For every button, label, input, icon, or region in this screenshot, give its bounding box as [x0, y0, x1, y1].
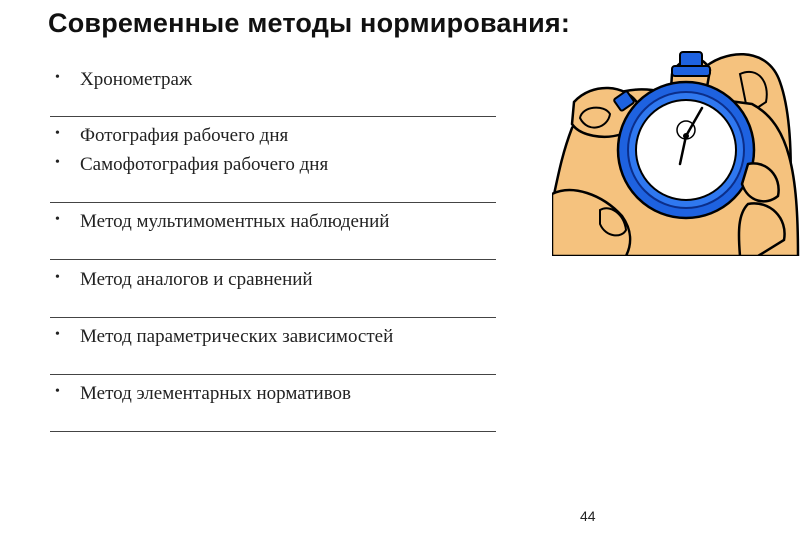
- list-item-label: Метод параметрических зависимостей: [80, 326, 394, 347]
- list-item-label: Хронометраж: [80, 69, 193, 90]
- bullet-icon: •: [55, 126, 60, 141]
- divider: [50, 374, 496, 375]
- list-item-label: Метод аналогов и сравнений: [80, 269, 313, 290]
- divider: [50, 259, 496, 260]
- bullet-icon: •: [55, 155, 60, 170]
- divider: [50, 116, 496, 117]
- page-number: 44: [580, 508, 596, 524]
- divider: [50, 202, 496, 203]
- bullet-icon: •: [55, 70, 60, 85]
- list-item-label: Метод элементарных нормативов: [80, 383, 352, 404]
- list-item-label: Самофотография рабочего дня: [80, 154, 329, 175]
- list-item: [50, 66, 192, 94]
- divider: [50, 431, 496, 432]
- bullet-icon: •: [55, 384, 60, 399]
- list-item: [50, 208, 389, 236]
- divider: [50, 317, 496, 318]
- list-item: [50, 323, 393, 351]
- list-item-label: Метод мультимоментных наблюдений: [80, 211, 390, 232]
- list-item: [50, 266, 313, 294]
- stopwatch-in-hand-icon: [552, 44, 800, 256]
- bullet-icon: •: [55, 327, 60, 342]
- list-item: [50, 380, 351, 408]
- list-item: [50, 151, 328, 179]
- list-item: [50, 122, 288, 150]
- slide-title: Современные методы нормирования:: [48, 8, 571, 38]
- bullet-icon: •: [55, 212, 60, 227]
- bullet-icon: •: [55, 270, 60, 285]
- list-item-label: Фотография рабочего дня: [80, 125, 289, 146]
